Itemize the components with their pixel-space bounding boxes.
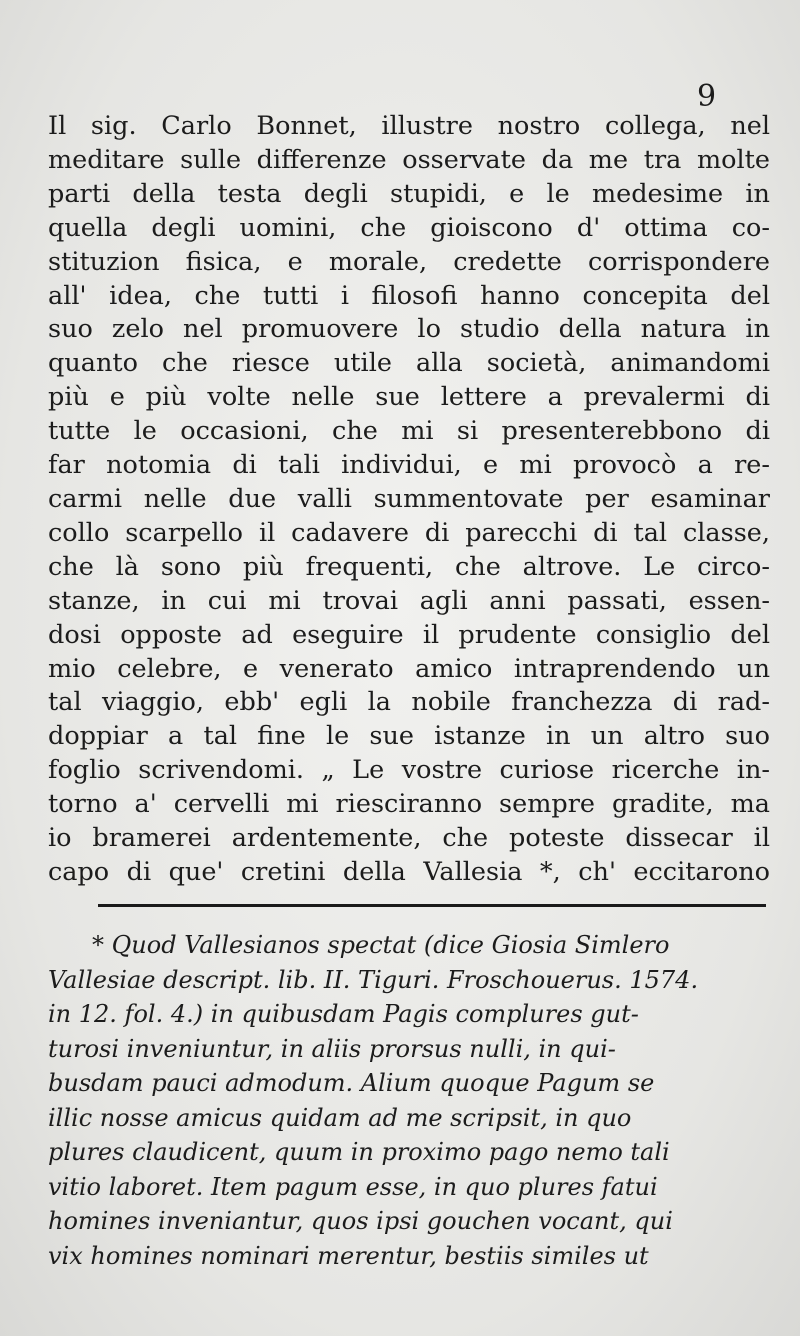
main-text-line: stanze, in cui mi trovai agli anni passati, essen-: [48, 585, 770, 616]
footnote-line: turosi inveniuntur, in aliis prorsus nulli, in qui-: [48, 1034, 616, 1063]
main-text-line: tal viaggio, ebb' egli la nobile franchezza di rad-: [48, 687, 770, 718]
page-number: 9: [697, 79, 717, 114]
footnote-line: plures claudicent, quum in proximo pago nemo tali: [48, 1138, 670, 1166]
main-text-line: carmi nelle due valli summentovate per esaminar: [48, 483, 770, 514]
main-text-line: parti della testa degli stupidi, e le medesime in: [48, 178, 770, 209]
main-text-line: Il sig. Carlo Bonnet, illustre nostro collega, nel: [48, 111, 770, 141]
footnote-line: Vallesiae descript. lib. II. Tiguri. Froschouerus. 1574.: [48, 965, 699, 994]
main-text-line: torno a' cervelli mi riesciranno sempre gradite, ma: [48, 789, 770, 820]
main-text-line: che là sono più frequenti, che altrove. Le circo-: [48, 551, 770, 582]
main-text-line: all' idea, che tutti i filosofi hanno concepita del: [48, 280, 770, 311]
main-text-line: capo di que' cretini della Vallesia *, ch' eccitarono: [48, 856, 770, 887]
footnote-line: vix homines nominari merentur, bestiis similes ut: [48, 1241, 649, 1270]
footnote-line: * Quod Vallesianos spectat (dice Giosia Simlero: [92, 931, 670, 959]
main-text-line: quanto che riesce utile alla società, animandomi: [48, 348, 770, 379]
footnote-line: homines inveniantur, quos ipsi gouchen vocant, qui: [48, 1207, 673, 1235]
footnote-line: in 12. fol. 4.) in quibusdam Pagis complures gut-: [48, 1000, 639, 1028]
main-text-line: suo zelo nel promuovere lo studio della natura in: [48, 314, 770, 345]
main-text-block: [48, 110, 770, 890]
main-text-line: doppiar a tal fine le sue istanze in un altro suo: [48, 721, 770, 752]
main-text-line: quella degli uomini, che gioiscono d' ottima co-: [48, 212, 770, 243]
footnote-line: illic nosse amicus quidam ad me scripsit, in quo: [48, 1103, 632, 1132]
footnote-line: busdam pauci admodum. Alium quoque Pagum se: [48, 1069, 655, 1097]
main-text-line: dosi opposte ad eseguire il prudente consiglio del: [48, 619, 770, 650]
footnote-line: vitio laboret. Item pagum esse, in quo plures fatui: [48, 1172, 658, 1201]
main-text-line: io bramerei ardentemente, che poteste dissecar il: [48, 823, 770, 854]
main-text-line: foglio scrivendomi. „ Le vostre curiose ricerche in-: [48, 755, 770, 786]
main-text-line: mio celebre, e venerato amico intraprendendo un: [48, 653, 770, 684]
footnote-block: [48, 928, 768, 1273]
main-text-line: stituzion fisica, e morale, credette corrispondere: [48, 246, 770, 277]
main-text-line: più e più volte nelle sue lettere a prevalermi di: [48, 382, 770, 413]
main-text-line: far notomia di tali individui, e mi provocò a re-: [48, 450, 770, 481]
main-text-line: collo scarpello il cadavere di parecchi di tal classe,: [48, 517, 770, 548]
footnote-divider: [98, 904, 766, 907]
main-text-line: meditare sulle differenze osservate da me tra molte: [48, 144, 770, 175]
main-text-line: tutte le occasioni, che mi si presenterebbono di: [48, 416, 770, 447]
